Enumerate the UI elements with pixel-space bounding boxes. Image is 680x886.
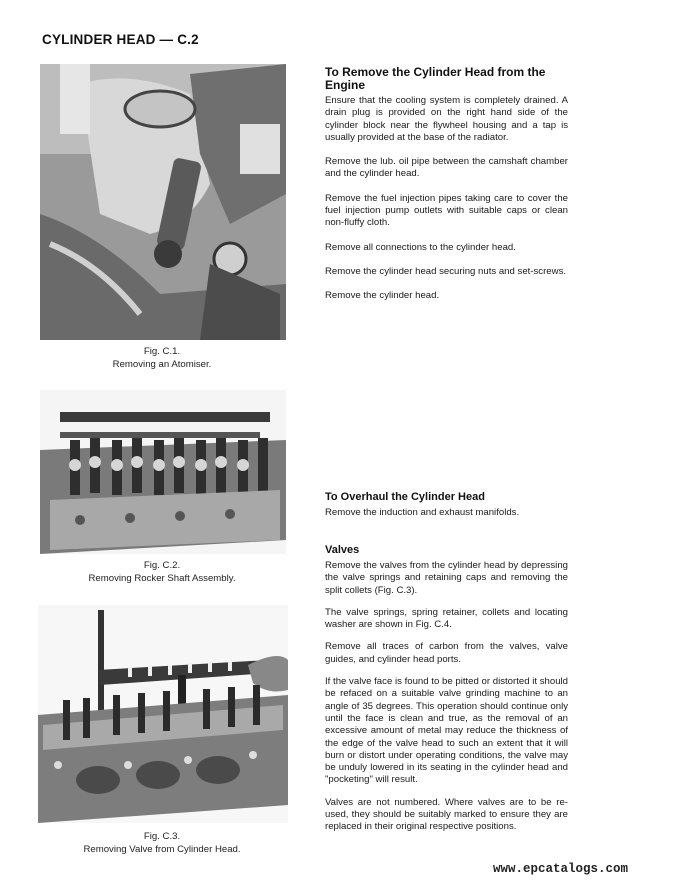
paragraph: The valve springs, spring retainer, collets and locating washer are shown in Fig. C.4. <box>325 606 568 631</box>
figure-caption-text: Removing Valve from Cylinder Head. <box>83 844 241 855</box>
figure-c2-photo <box>40 390 286 554</box>
figure-caption-text: Removing an Atomiser. <box>112 359 212 370</box>
paragraph: Remove the lub. oil pipe between the camshaft chamber and the cylinder head. <box>325 156 568 180</box>
paragraph: Remove the cylinder head securing nuts and set-screws. <box>325 265 567 277</box>
section-overhaul-cylinder-head <box>325 491 568 519</box>
figure-c1-photo <box>40 64 286 340</box>
paragraph: Remove the fuel injection pipes taking care to cover the fuel injection pump outlets with suitable caps or clean non-fluffy cloth. <box>325 192 568 229</box>
paragraph: If the valve face is found to be pitted or distorted it should be refaced on a suitable valve grinding machine to an angle of 35 degrees. This operation should continue only until the face is clean and true, as the removal of an excessive amount of metal may reduce the thickness of the edge of the valve head to such an extent that it will burn or distort under operating conditions, the valve may be unduly lowered in its seating in the cylinder head and "pocketing" will result. <box>325 676 568 786</box>
section-heading: Valves <box>325 544 360 556</box>
watermark-link[interactable]: www.epcatalogs.com <box>492 862 628 876</box>
paragraph: Remove the induction and exhaust manifolds. <box>325 507 520 518</box>
figure-c3-photo <box>38 605 288 823</box>
figure-c3-caption <box>60 830 264 856</box>
paragraph: Remove the valves from the cylinder head by depressing the valve springs and retaining caps and removing the split collets (Fig. C.3). <box>325 560 568 596</box>
paragraph: Remove all traces of carbon from the valves, valve guides, and cylinder head ports. <box>325 641 568 665</box>
figure-caption-text: Removing Rocker Shaft Assembly. <box>88 573 236 584</box>
section-remove-cylinder-head <box>325 66 568 303</box>
figure-c2-caption <box>62 559 262 585</box>
figure-c1-caption <box>92 345 232 371</box>
section-heading: To Overhaul the Cylinder Head <box>325 491 485 503</box>
figure-label: Fig. C.1. <box>143 346 181 357</box>
section-valves <box>325 544 568 834</box>
paragraph: Remove the cylinder head. <box>325 290 440 302</box>
figure-label: Fig. C.3. <box>143 831 181 842</box>
figure-label: Fig. C.2. <box>143 560 181 571</box>
paragraph: Remove all connections to the cylinder head. <box>325 241 516 253</box>
page-title: CYLINDER HEAD — C.2 <box>42 32 199 47</box>
paragraph: Ensure that the cooling system is completely drained. A drain plug is provided on the right hand side of the cylinder block near the flywheel housing and a tap is usually provided at the base of the radiator. <box>325 95 568 143</box>
section-heading: To Remove the Cylinder Head from the Engine <box>325 65 546 92</box>
paragraph: Valves are not numbered. Where valves are to be re-used, they should be suitably marked to ensure they are replaced in their original respective positions. <box>325 796 568 833</box>
